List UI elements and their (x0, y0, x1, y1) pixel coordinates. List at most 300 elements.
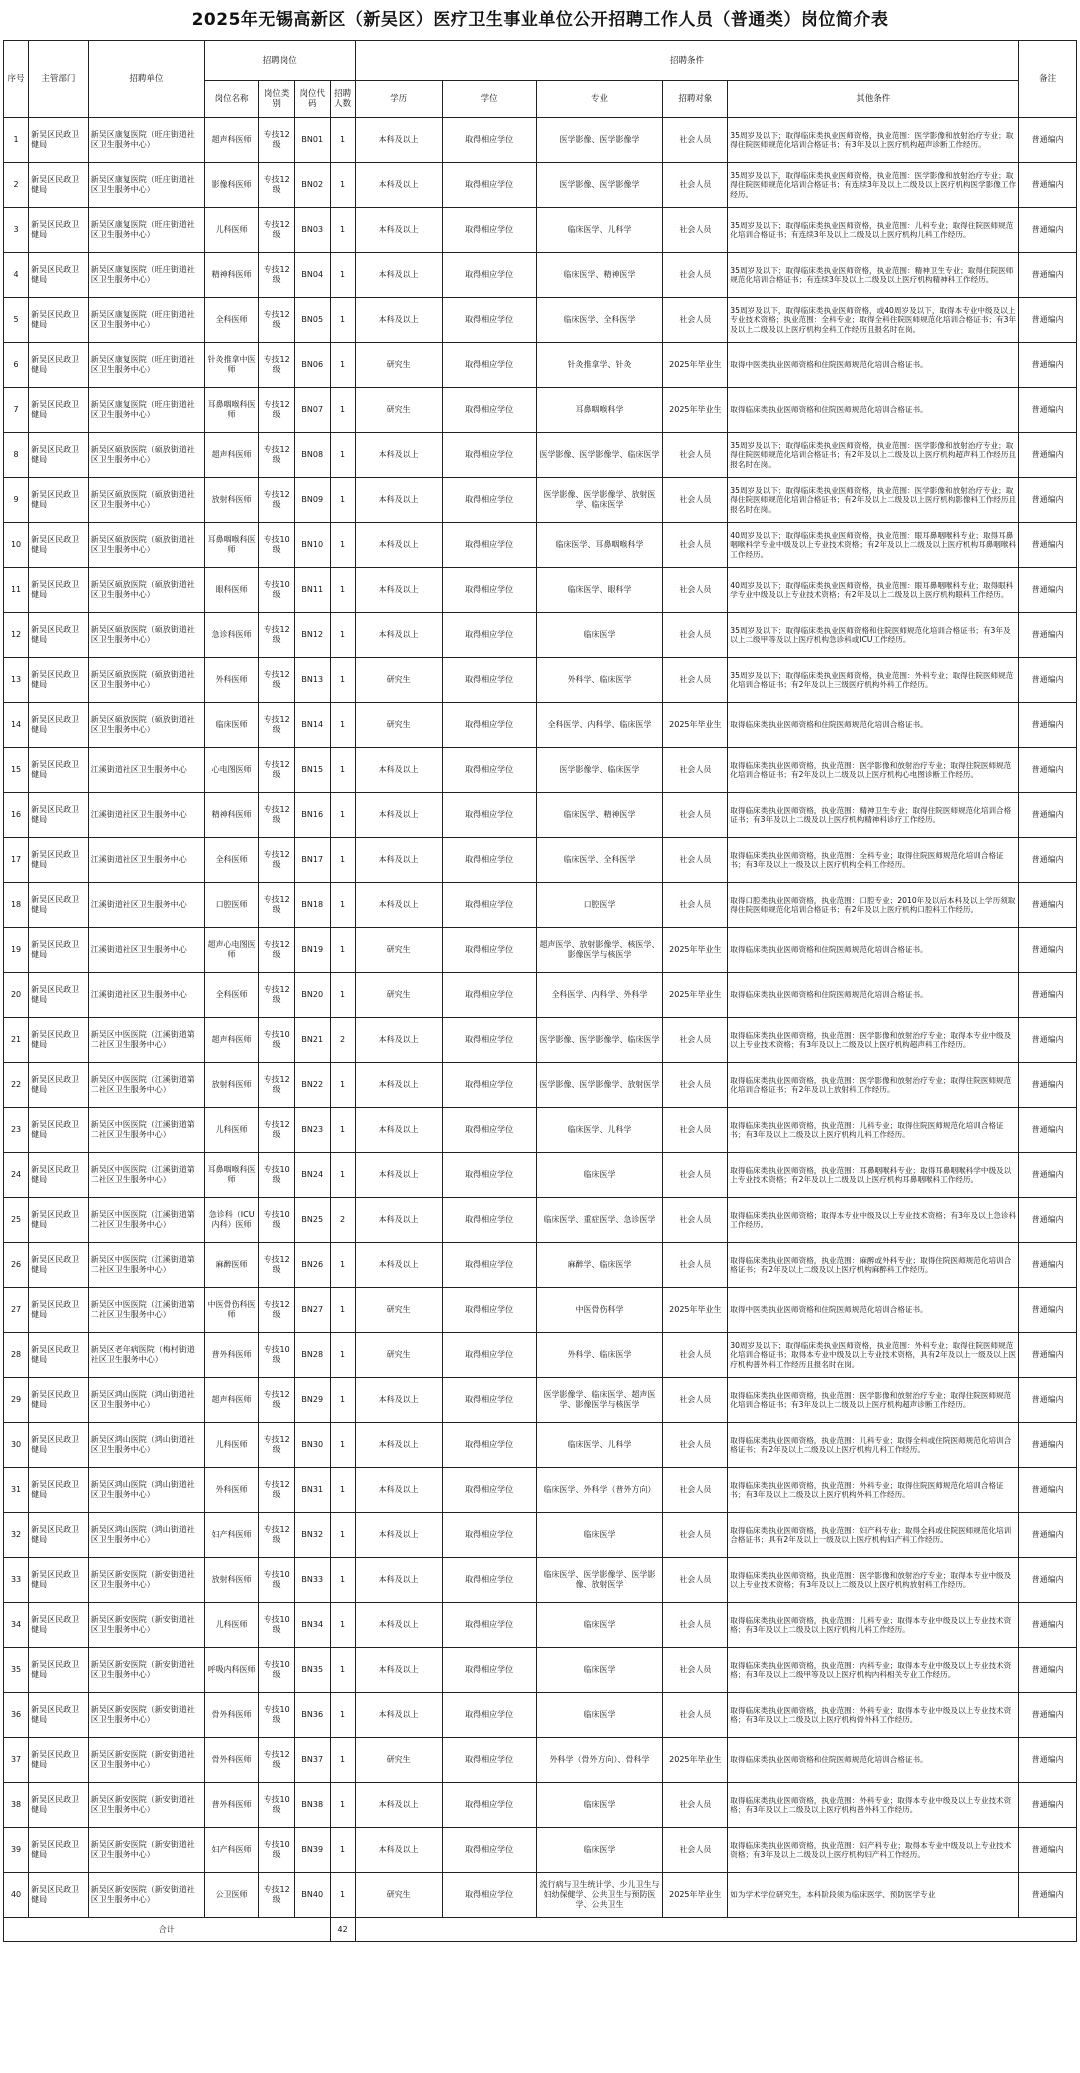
cell-seq: 24 (4, 1153, 29, 1198)
cell-unit: 新吴区鸿山医院（鸿山街道社区卫生服务中心） (88, 1423, 204, 1468)
cell-dept: 新吴区民政卫健局 (29, 118, 89, 163)
cell-other: 取得临床类执业医师资格和住院医师规范化培训合格证书。 (728, 928, 1019, 973)
cell-count: 1 (330, 478, 355, 523)
cell-remark: 普通编内 (1019, 1423, 1077, 1468)
cell-edu: 研究生 (355, 1333, 442, 1378)
cell-seq: 5 (4, 298, 29, 343)
cell-unit: 新吴区中医医院（江溪街道第二社区卫生服务中心） (88, 1063, 204, 1108)
cell-post: 口腔医师 (204, 883, 258, 928)
cell-edu: 本科及以上 (355, 1243, 442, 1288)
cell-edu: 本科及以上 (355, 1828, 442, 1873)
cell-degree: 取得相应学位 (442, 208, 536, 253)
cell-major: 临床医学、精神医学 (536, 793, 663, 838)
cell-major: 临床医学、眼科学 (536, 568, 663, 613)
cell-unit: 新吴区中医医院（江溪街道第二社区卫生服务中心） (88, 1153, 204, 1198)
cell-remark: 普通编内 (1019, 748, 1077, 793)
cell-unit: 新吴区新安医院（新安街道社区卫生服务中心） (88, 1738, 204, 1783)
cell-seq: 32 (4, 1513, 29, 1558)
cell-remark: 普通编内 (1019, 1243, 1077, 1288)
cell-unit: 新吴区新安医院（新安街道社区卫生服务中心） (88, 1693, 204, 1738)
cell-degree: 取得相应学位 (442, 613, 536, 658)
cell-major: 临床医学、全科医学 (536, 298, 663, 343)
cell-target: 社会人员 (663, 568, 728, 613)
cell-degree: 取得相应学位 (442, 658, 536, 703)
cell-remark: 普通编内 (1019, 1198, 1077, 1243)
cell-type: 专技12级 (259, 1468, 295, 1513)
cell-type: 专技10级 (259, 1558, 295, 1603)
cell-target: 社会人员 (663, 1153, 728, 1198)
cell-remark: 普通编内 (1019, 433, 1077, 478)
cell-edu: 本科及以上 (355, 298, 442, 343)
table-row (4, 973, 1077, 1018)
cell-target: 社会人员 (663, 1198, 728, 1243)
cell-unit: 新吴区新安医院（新安街道社区卫生服务中心） (88, 1783, 204, 1828)
table-row (4, 1783, 1077, 1828)
cell-other: 35周岁及以下；取得临床类执业医师资格，执业范围：医学影像和放射治疗专业；取得住院医师规范化培训合格证书；有3年及以上医疗机构超声诊断工作经历。 (728, 118, 1019, 163)
cell-post: 全科医师 (204, 973, 258, 1018)
cell-other: 取得临床类执业医师资格和住院医师规范化培训合格证书。 (728, 1738, 1019, 1783)
cell-seq: 39 (4, 1828, 29, 1873)
cell-code: BN38 (294, 1783, 330, 1828)
cell-major: 临床医学 (536, 1603, 663, 1648)
table-row (4, 1243, 1077, 1288)
cell-dept: 新吴区民政卫健局 (29, 208, 89, 253)
cell-dept: 新吴区民政卫健局 (29, 343, 89, 388)
cell-major: 临床医学、儿科学 (536, 1108, 663, 1153)
cell-count: 1 (330, 703, 355, 748)
cell-count: 1 (330, 748, 355, 793)
cell-edu: 研究生 (355, 343, 442, 388)
cell-code: BN27 (294, 1288, 330, 1333)
cell-dept: 新吴区民政卫健局 (29, 658, 89, 703)
cell-major: 临床医学、儿科学 (536, 1423, 663, 1468)
cell-edu: 本科及以上 (355, 1423, 442, 1468)
cell-major: 医学影像学、临床医学、超声医学、影像医学与核医学 (536, 1378, 663, 1423)
cell-count: 1 (330, 838, 355, 883)
cell-post: 外科医师 (204, 1468, 258, 1513)
cell-target: 社会人员 (663, 298, 728, 343)
cell-seq: 29 (4, 1378, 29, 1423)
table-row (4, 703, 1077, 748)
cell-other: 取得临床类执业医师资格和住院医师规范化培训合格证书。 (728, 703, 1019, 748)
cell-edu: 研究生 (355, 1873, 442, 1918)
cell-count: 1 (330, 298, 355, 343)
cell-post: 放射科医师 (204, 1063, 258, 1108)
cell-remark: 普通编内 (1019, 883, 1077, 928)
cell-code: BN40 (294, 1873, 330, 1918)
cell-count: 1 (330, 658, 355, 703)
cell-other: 如为学术学位研究生，本科阶段须为临床医学、预防医学专业 (728, 1873, 1019, 1918)
cell-target: 社会人员 (663, 1108, 728, 1153)
cell-edu: 本科及以上 (355, 1648, 442, 1693)
header-degree: 学位 (442, 81, 536, 118)
cell-type: 专技12级 (259, 658, 295, 703)
cell-remark: 普通编内 (1019, 298, 1077, 343)
cell-seq: 19 (4, 928, 29, 973)
table-row (4, 478, 1077, 523)
cell-code: BN33 (294, 1558, 330, 1603)
cell-dept: 新吴区民政卫健局 (29, 1783, 89, 1828)
cell-type: 专技12级 (259, 1423, 295, 1468)
cell-major: 外科学、临床医学 (536, 658, 663, 703)
cell-seq: 15 (4, 748, 29, 793)
header-dept: 主管部门 (29, 41, 89, 118)
cell-remark: 普通编内 (1019, 1558, 1077, 1603)
cell-unit: 新吴区新安医院（新安街道社区卫生服务中心） (88, 1873, 204, 1918)
cell-remark: 普通编内 (1019, 1018, 1077, 1063)
cell-other: 取得临床类执业医师资格，执业范围：医学影像和放射治疗专业；取得本专业中级及以上专业技术资格；有3年及以上二级及以上医疗机构超声科工作经历。 (728, 1018, 1019, 1063)
cell-unit: 新吴区硕放医院（硕放街道社区卫生服务中心） (88, 658, 204, 703)
cell-unit: 江溪街道社区卫生服务中心 (88, 838, 204, 883)
cell-type: 专技12级 (259, 1288, 295, 1333)
cell-remark: 普通编内 (1019, 973, 1077, 1018)
cell-edu: 本科及以上 (355, 1198, 442, 1243)
cell-post: 全科医师 (204, 838, 258, 883)
cell-degree: 取得相应学位 (442, 1738, 536, 1783)
cell-count: 1 (330, 613, 355, 658)
header-remark: 备注 (1019, 41, 1077, 118)
cell-major: 全科医学、内科学、临床医学 (536, 703, 663, 748)
cell-code: BN30 (294, 1423, 330, 1468)
cell-count: 1 (330, 1243, 355, 1288)
cell-target: 社会人员 (663, 1468, 728, 1513)
cell-degree: 取得相应学位 (442, 523, 536, 568)
cell-unit: 新吴区新安医院（新安街道社区卫生服务中心） (88, 1603, 204, 1648)
cell-count: 1 (330, 1603, 355, 1648)
cell-edu: 研究生 (355, 928, 442, 973)
cell-seq: 20 (4, 973, 29, 1018)
cell-degree: 取得相应学位 (442, 1153, 536, 1198)
cell-target: 2025年毕业生 (663, 343, 728, 388)
cell-other: 取得临床类执业医师资格，执业范围：麻醉或外科专业；取得住院医师规范化培训合格证书；有2年及以上二级及以上医疗机构麻醉科工作经历。 (728, 1243, 1019, 1288)
cell-post: 普外科医师 (204, 1333, 258, 1378)
cell-code: BN24 (294, 1153, 330, 1198)
cell-seq: 10 (4, 523, 29, 568)
cell-count: 1 (330, 1288, 355, 1333)
cell-post: 妇产科医师 (204, 1828, 258, 1873)
cell-degree: 取得相应学位 (442, 1828, 536, 1873)
cell-code: BN08 (294, 433, 330, 478)
cell-seq: 28 (4, 1333, 29, 1378)
cell-dept: 新吴区民政卫健局 (29, 1153, 89, 1198)
cell-degree: 取得相应学位 (442, 298, 536, 343)
cell-remark: 普通编内 (1019, 1063, 1077, 1108)
cell-degree: 取得相应学位 (442, 433, 536, 478)
cell-degree: 取得相应学位 (442, 568, 536, 613)
cell-edu: 本科及以上 (355, 568, 442, 613)
cell-major: 全科医学、内科学、外科学 (536, 973, 663, 1018)
cell-degree: 取得相应学位 (442, 973, 536, 1018)
cell-target: 社会人员 (663, 1378, 728, 1423)
cell-other: 40周岁及以下；取得临床类执业医师资格，执业范围：眼耳鼻咽喉科专业；取得眼科学专业中级及以上专业技术资格；有2年及以上二级及以上医疗机构眼科工作经历。 (728, 568, 1019, 613)
table-row (4, 1603, 1077, 1648)
table-row (4, 568, 1077, 613)
cell-other: 取得临床类执业医师资格和住院医师规范化培训合格证书。 (728, 973, 1019, 1018)
cell-seq: 38 (4, 1783, 29, 1828)
cell-remark: 普通编内 (1019, 1288, 1077, 1333)
cell-target: 社会人员 (663, 1603, 728, 1648)
cell-major: 临床医学、耳鼻咽喉科学 (536, 523, 663, 568)
table-row (4, 838, 1077, 883)
cell-count: 1 (330, 433, 355, 478)
cell-target: 社会人员 (663, 118, 728, 163)
cell-type: 专技12级 (259, 1513, 295, 1558)
cell-type: 专技10级 (259, 568, 295, 613)
cell-target: 社会人员 (663, 748, 728, 793)
cell-count: 1 (330, 793, 355, 838)
cell-target: 社会人员 (663, 523, 728, 568)
cell-type: 专技10级 (259, 1603, 295, 1648)
header-seq: 序号 (4, 41, 29, 118)
cell-post: 儿科医师 (204, 208, 258, 253)
cell-remark: 普通编内 (1019, 118, 1077, 163)
cell-post: 放射科医师 (204, 478, 258, 523)
cell-unit: 新吴区中医医院（江溪街道第二社区卫生服务中心） (88, 1288, 204, 1333)
cell-degree: 取得相应学位 (442, 793, 536, 838)
cell-other: 取得临床类执业医师资格，执业范围：外科专业；取得住院医师规范化培训合格证书；有3年及以上二级及以上医疗机构外科工作经历。 (728, 1468, 1019, 1513)
cell-unit: 新吴区中医医院（江溪街道第二社区卫生服务中心） (88, 1108, 204, 1153)
cell-edu: 本科及以上 (355, 523, 442, 568)
cell-seq: 12 (4, 613, 29, 658)
cell-count: 1 (330, 1153, 355, 1198)
cell-target: 社会人员 (663, 1018, 728, 1063)
cell-seq: 23 (4, 1108, 29, 1153)
cell-degree: 取得相应学位 (442, 1243, 536, 1288)
cell-edu: 研究生 (355, 973, 442, 1018)
cell-remark: 普通编内 (1019, 793, 1077, 838)
cell-post: 儿科医师 (204, 1108, 258, 1153)
cell-seq: 36 (4, 1693, 29, 1738)
cell-code: BN25 (294, 1198, 330, 1243)
cell-seq: 34 (4, 1603, 29, 1648)
cell-major: 口腔医学 (536, 883, 663, 928)
cell-unit: 新吴区硕放医院（硕放街道社区卫生服务中心） (88, 433, 204, 478)
cell-dept: 新吴区民政卫健局 (29, 163, 89, 208)
cell-code: BN06 (294, 343, 330, 388)
cell-other: 取得临床类执业医师资格和住院医师规范化培训合格证书。 (728, 388, 1019, 433)
cell-remark: 普通编内 (1019, 1603, 1077, 1648)
cell-post: 中医骨伤科医师 (204, 1288, 258, 1333)
table-row (4, 433, 1077, 478)
cell-degree: 取得相应学位 (442, 1288, 536, 1333)
cell-dept: 新吴区民政卫健局 (29, 478, 89, 523)
table-row (4, 1198, 1077, 1243)
cell-count: 1 (330, 1513, 355, 1558)
cell-remark: 普通编内 (1019, 568, 1077, 613)
table-row (4, 748, 1077, 793)
cell-edu: 本科及以上 (355, 478, 442, 523)
cell-target: 社会人员 (663, 478, 728, 523)
cell-post: 呼吸内科医师 (204, 1648, 258, 1693)
cell-unit: 新吴区鸿山医院（鸿山街道社区卫生服务中心） (88, 1513, 204, 1558)
cell-degree: 取得相应学位 (442, 118, 536, 163)
cell-unit: 新吴区新安医院（新安街道社区卫生服务中心） (88, 1558, 204, 1603)
cell-edu: 本科及以上 (355, 1378, 442, 1423)
cell-other: 取得临床类执业医师资格，执业范围：医学影像和放射治疗专业；取得住院医师规范化培训合格证书；有2年及以上二级及以上医疗机构心电图诊断工作经历。 (728, 748, 1019, 793)
cell-post: 骨外科医师 (204, 1693, 258, 1738)
cell-dept: 新吴区民政卫健局 (29, 298, 89, 343)
cell-count: 1 (330, 1828, 355, 1873)
cell-dept: 新吴区民政卫健局 (29, 433, 89, 478)
table-row (4, 163, 1077, 208)
cell-dept: 新吴区民政卫健局 (29, 1603, 89, 1648)
cell-target: 社会人员 (663, 793, 728, 838)
cell-major: 超声医学、放射影像学、核医学、影像医学与核医学 (536, 928, 663, 973)
cell-major: 临床医学 (536, 1153, 663, 1198)
table-row (4, 658, 1077, 703)
cell-code: BN15 (294, 748, 330, 793)
cell-major: 临床医学、儿科学 (536, 208, 663, 253)
cell-code: BN26 (294, 1243, 330, 1288)
cell-post: 耳鼻咽喉科医师 (204, 388, 258, 433)
table-row (4, 928, 1077, 973)
cell-dept: 新吴区民政卫健局 (29, 1693, 89, 1738)
cell-post: 放射科医师 (204, 1558, 258, 1603)
table-row (4, 1333, 1077, 1378)
cell-unit: 新吴区康复医院（旺庄街道社区卫生服务中心） (88, 118, 204, 163)
cell-other: 取得临床类执业医师资格，执业范围：妇产科专业；取得本专业中级及以上专业技术资格；有3年及以上二级及以上医疗机构妇产科工作经历。 (728, 1828, 1019, 1873)
cell-other: 取得临床类执业医师资格；取得本专业中级及以上专业技术资格；有3年及以上急诊科工作经历。 (728, 1198, 1019, 1243)
cell-unit: 新吴区中医医院（江溪街道第二社区卫生服务中心） (88, 1018, 204, 1063)
table-row (4, 343, 1077, 388)
cell-target: 2025年毕业生 (663, 1873, 728, 1918)
cell-count: 1 (330, 388, 355, 433)
cell-code: BN23 (294, 1108, 330, 1153)
cell-post: 超声心电图医师 (204, 928, 258, 973)
cell-target: 社会人员 (663, 613, 728, 658)
cell-remark: 普通编内 (1019, 523, 1077, 568)
cell-other: 取得中医类执业医师资格和住院医师规范化培训合格证书。 (728, 343, 1019, 388)
cell-remark: 普通编内 (1019, 253, 1077, 298)
cell-type: 专技12级 (259, 388, 295, 433)
cell-remark: 普通编内 (1019, 1513, 1077, 1558)
cell-remark: 普通编内 (1019, 1738, 1077, 1783)
cell-target: 社会人员 (663, 1648, 728, 1693)
cell-seq: 30 (4, 1423, 29, 1468)
cell-other: 35周岁及以下；取得临床类执业医师资格，执业范围：精神卫生专业；取得住院医师规范化培训合格证书；有连续3年及以上二级及以上医疗机构精神科工作经历。 (728, 253, 1019, 298)
cell-seq: 11 (4, 568, 29, 613)
cell-target: 社会人员 (663, 1783, 728, 1828)
cell-degree: 取得相应学位 (442, 1423, 536, 1468)
cell-unit: 江溪街道社区卫生服务中心 (88, 793, 204, 838)
cell-degree: 取得相应学位 (442, 1693, 536, 1738)
cell-seq: 40 (4, 1873, 29, 1918)
cell-code: BN35 (294, 1648, 330, 1693)
cell-count: 1 (330, 1333, 355, 1378)
cell-type: 专技12级 (259, 793, 295, 838)
cell-major: 外科学（骨外方向）、骨科学 (536, 1738, 663, 1783)
page-title: 2025年无锡高新区（新吴区）医疗卫生事业单位公开招聘工作人员（普通类）岗位简介表 (191, 10, 889, 30)
cell-seq: 8 (4, 433, 29, 478)
cell-count: 1 (330, 1693, 355, 1738)
cell-degree: 取得相应学位 (442, 1873, 536, 1918)
cell-type: 专技12级 (259, 838, 295, 883)
cell-dept: 新吴区民政卫健局 (29, 1198, 89, 1243)
cell-edu: 本科及以上 (355, 1603, 442, 1648)
cell-edu: 本科及以上 (355, 253, 442, 298)
table-row (4, 1423, 1077, 1468)
cell-seq: 1 (4, 118, 29, 163)
cell-post: 超声科医师 (204, 1018, 258, 1063)
cell-seq: 22 (4, 1063, 29, 1108)
cell-degree: 取得相应学位 (442, 1063, 536, 1108)
cell-type: 专技10级 (259, 1333, 295, 1378)
total-count: 42 (330, 1918, 355, 1942)
cell-dept: 新吴区民政卫健局 (29, 1063, 89, 1108)
cell-edu: 研究生 (355, 1738, 442, 1783)
cell-unit: 新吴区康复医院（旺庄街道社区卫生服务中心） (88, 163, 204, 208)
header-target: 招聘对象 (663, 81, 728, 118)
total-label: 合计 (4, 1918, 331, 1942)
cell-dept: 新吴区民政卫健局 (29, 838, 89, 883)
cell-major: 外科学、临床医学 (536, 1333, 663, 1378)
table-row (4, 388, 1077, 433)
cell-target: 社会人员 (663, 883, 728, 928)
cell-code: BN01 (294, 118, 330, 163)
cell-post: 影像科医师 (204, 163, 258, 208)
cell-remark: 普通编内 (1019, 1828, 1077, 1873)
cell-other: 取得临床类执业医师资格，执业范围：全科专业；取得住院医师规范化培训合格证书；有3年及以上一级及以上医疗机构全科工作经历。 (728, 838, 1019, 883)
table-row (4, 1063, 1077, 1108)
cell-degree: 取得相应学位 (442, 1513, 536, 1558)
cell-major: 医学影像学、临床医学 (536, 748, 663, 793)
cell-code: BN37 (294, 1738, 330, 1783)
cell-degree: 取得相应学位 (442, 883, 536, 928)
cell-count: 1 (330, 163, 355, 208)
cell-edu: 本科及以上 (355, 838, 442, 883)
cell-post: 急诊科医师 (204, 613, 258, 658)
table-row (4, 1513, 1077, 1558)
table-row (4, 1648, 1077, 1693)
cell-major: 临床医学、重症医学、急诊医学 (536, 1198, 663, 1243)
cell-type: 专技12级 (259, 703, 295, 748)
cell-degree: 取得相应学位 (442, 1558, 536, 1603)
cell-edu: 本科及以上 (355, 433, 442, 478)
cell-major: 临床医学 (536, 613, 663, 658)
cell-type: 专技10级 (259, 1783, 295, 1828)
table-row (4, 1738, 1077, 1783)
cell-type: 专技10级 (259, 523, 295, 568)
cell-major: 耳鼻咽喉科学 (536, 388, 663, 433)
total-row (4, 1918, 1077, 1942)
cell-type: 专技12级 (259, 298, 295, 343)
cell-other: 35周岁及以下；取得临床类执业医师资格，执业范围：外科专业；取得住院医师规范化培训合格证书；有2年及以上三级医疗机构外科工作经历。 (728, 658, 1019, 703)
cell-code: BN03 (294, 208, 330, 253)
cell-post: 儿科医师 (204, 1423, 258, 1468)
cell-code: BN29 (294, 1378, 330, 1423)
table-row (4, 1153, 1077, 1198)
cell-degree: 取得相应学位 (442, 1333, 536, 1378)
cell-dept: 新吴区民政卫健局 (29, 1648, 89, 1693)
cell-major: 临床医学、全科医学 (536, 838, 663, 883)
cell-type: 专技12级 (259, 433, 295, 478)
cell-code: BN05 (294, 298, 330, 343)
cell-dept: 新吴区民政卫健局 (29, 1018, 89, 1063)
header-edu: 学历 (355, 81, 442, 118)
cell-edu: 本科及以上 (355, 1513, 442, 1558)
cell-remark: 普通编内 (1019, 388, 1077, 433)
table-row (4, 1018, 1077, 1063)
cell-count: 1 (330, 883, 355, 928)
cell-other: 35周岁及以下，取得临床类执业医师资格，执业范围：医学影像和放射治疗专业；取得住院医师规范化培训合格证书；有连续3年及以上二级及以上医疗机构医学影像工作经历。 (728, 163, 1019, 208)
cell-degree: 取得相应学位 (442, 1468, 536, 1513)
cell-post: 耳鼻咽喉科医师 (204, 523, 258, 568)
cell-seq: 18 (4, 883, 29, 928)
header-major: 专业 (536, 81, 663, 118)
cell-edu: 本科及以上 (355, 163, 442, 208)
cell-remark: 普通编内 (1019, 613, 1077, 658)
cell-remark: 普通编内 (1019, 208, 1077, 253)
